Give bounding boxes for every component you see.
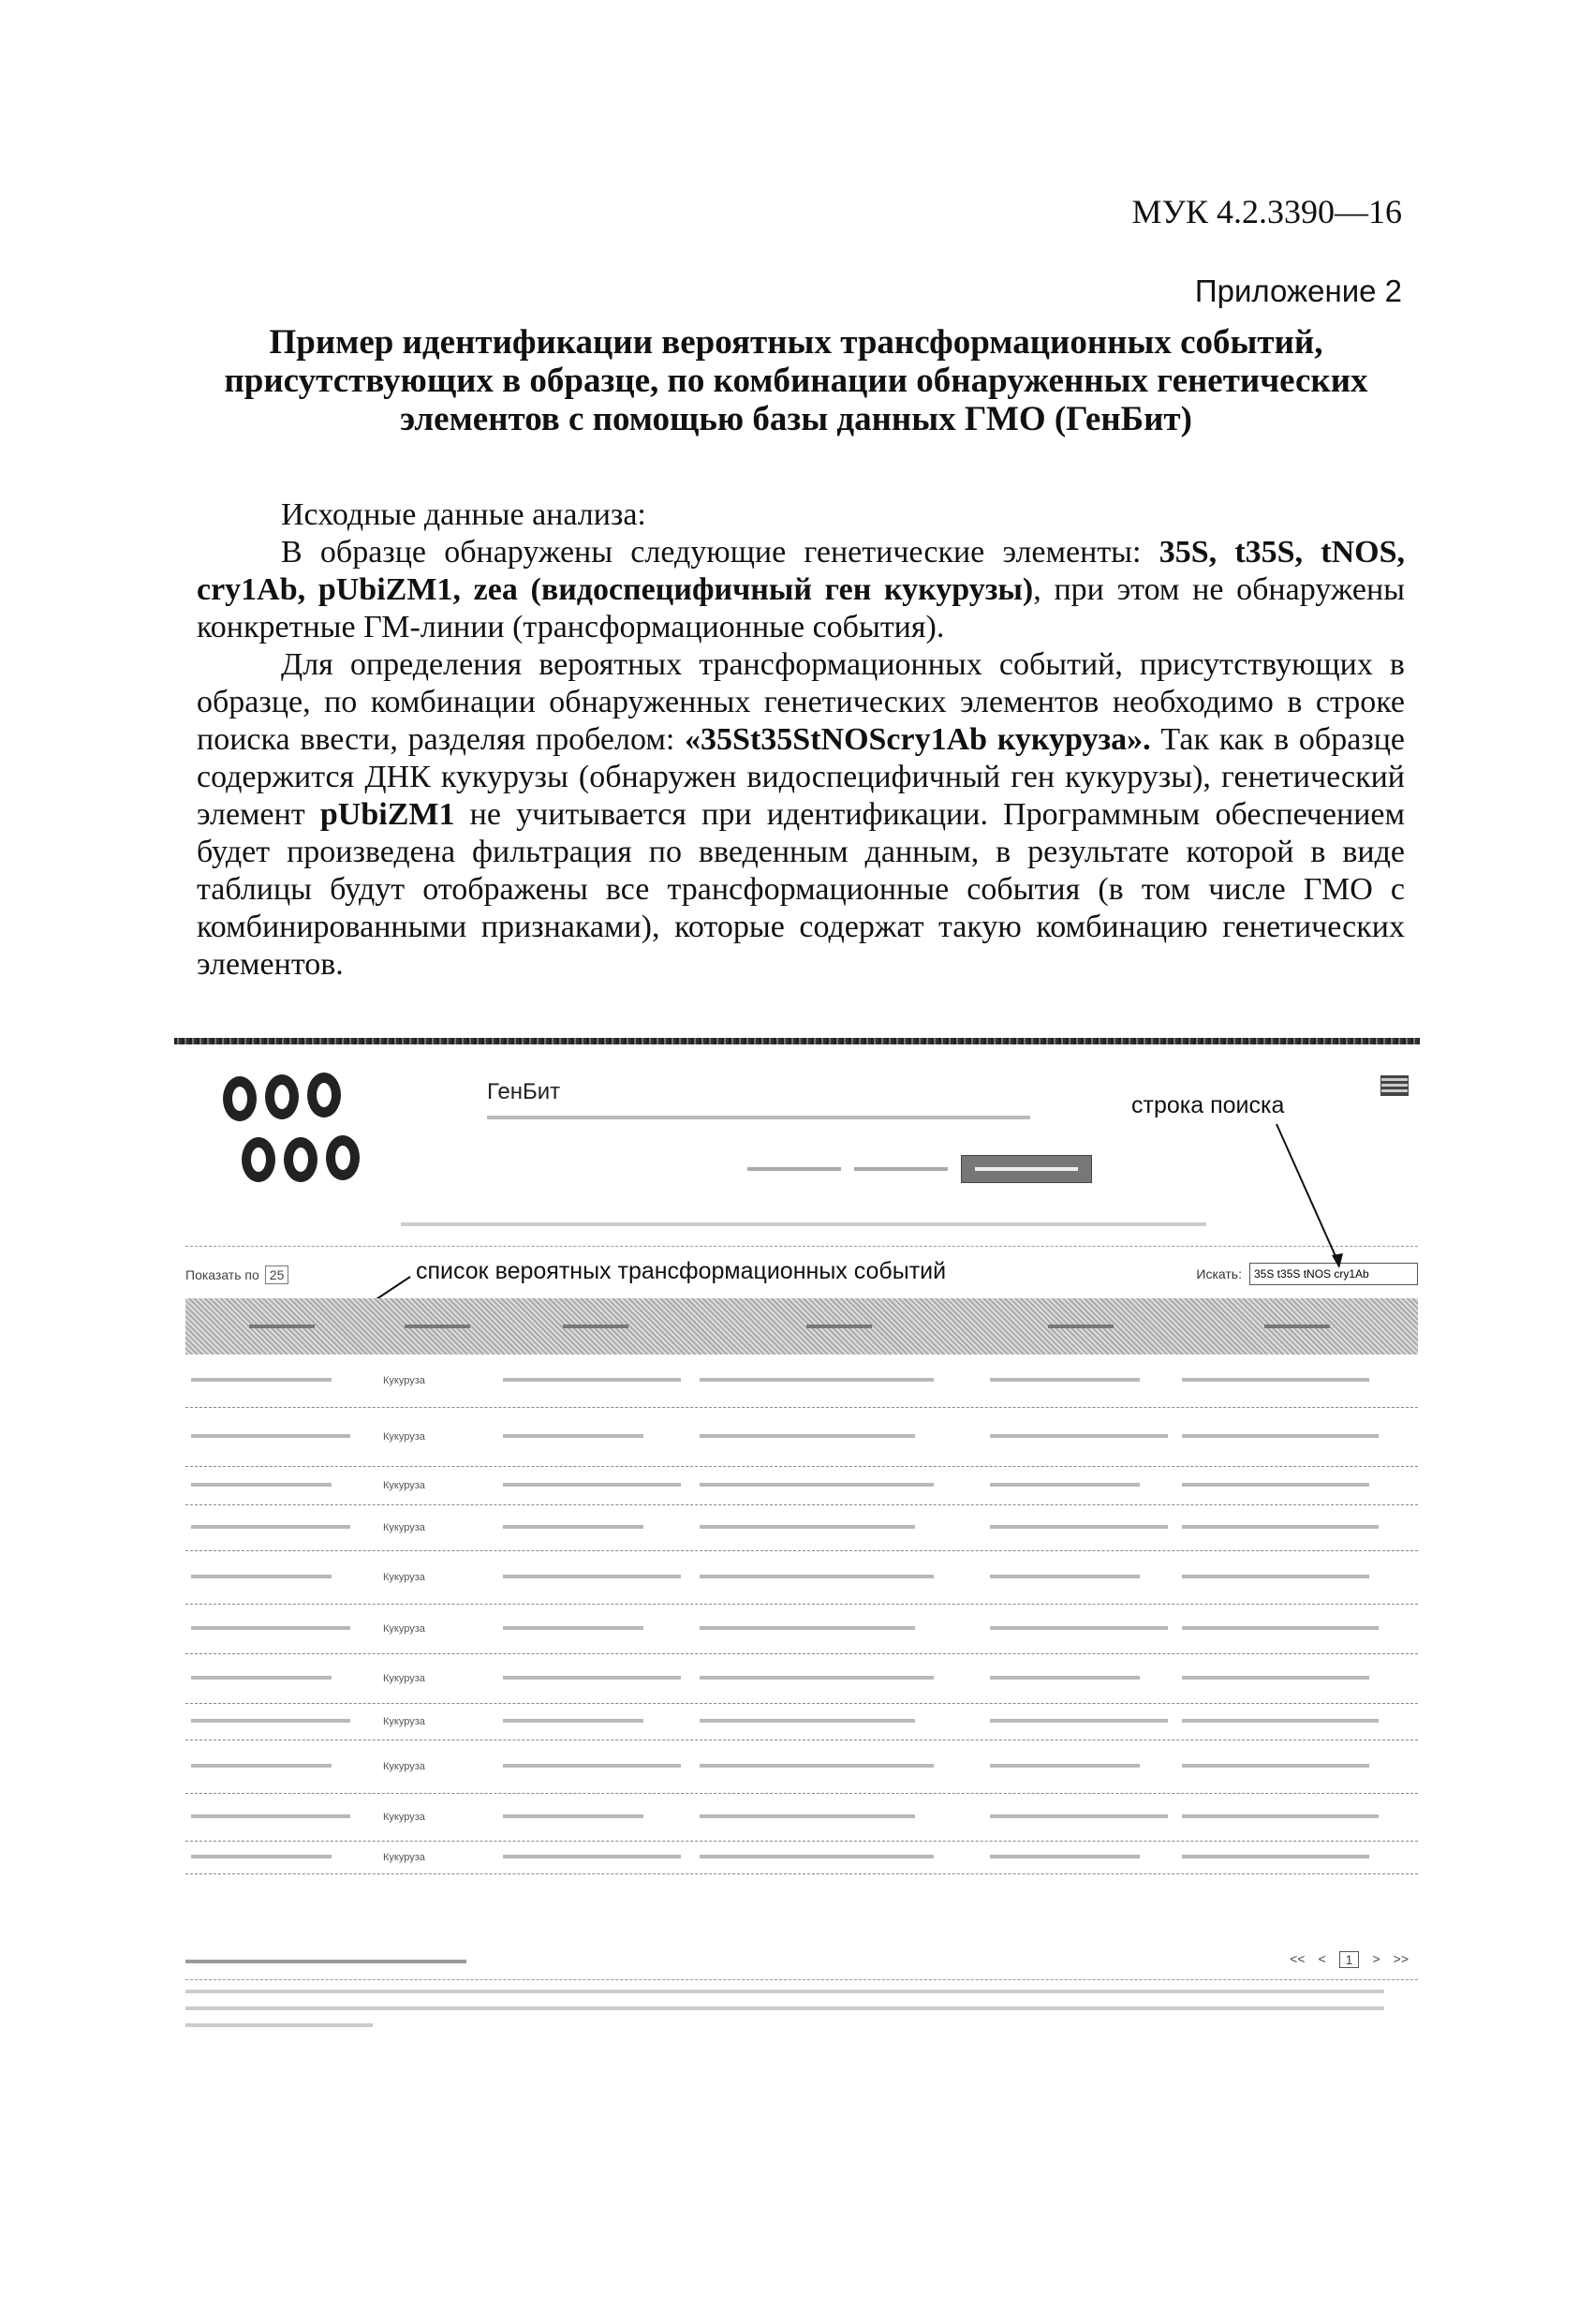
blurred-cell-text [1182,1717,1379,1724]
blurred-cell-text [503,1717,643,1724]
table-cell [185,1369,377,1394]
table-cell: Кукуруза [383,1811,425,1823]
table-cell [185,1710,377,1735]
table-row[interactable] [185,1794,1418,1842]
blurred-cell-text [1182,1853,1369,1860]
blurred-cell-text [990,1481,1140,1488]
table-row[interactable] [185,1842,1418,1874]
pager [1290,1951,1409,1968]
table-cell [694,1369,984,1394]
table-cell [497,1845,694,1871]
table-cell [984,1473,1176,1499]
document-title: Пример идентификации вероятных трансформационных событий, присутствующих в образце, по комбинации обнаруженных генетических элементов с помощью базы данных ГМО (ГенБит) [224,323,1368,438]
paragraph-1: Исходные данные анализа: [281,497,646,532]
blurred-cell-text [700,1853,934,1860]
language-flag-icon[interactable] [1380,1075,1409,1096]
table-cell: Кукуруза [383,1622,425,1635]
blurred-cell-text [990,1624,1168,1632]
blurred-cell-text [1182,1376,1369,1384]
blurred-cell-text [503,1674,681,1681]
search-label: Искать: [1196,1266,1242,1281]
col-head-3[interactable] [497,1298,694,1354]
document-code: МУК 4.2.3390—16 [1131,193,1402,230]
table-cell [694,1710,984,1735]
blurred-cell-text [990,1717,1168,1724]
events-table [185,1298,1418,1874]
top-action-button[interactable] [961,1155,1092,1183]
blurred-cell-text [1182,1573,1369,1580]
paragraph-3 [197,646,1405,984]
table-cell [1176,1473,1418,1499]
blurred-cell-text [191,1674,332,1681]
table-cell [185,1805,377,1830]
pager-next[interactable]: > [1372,1951,1380,1966]
table-cell: Кукуруза [383,1851,425,1863]
divider-bottom [185,1979,1418,1980]
blurred-cell-text [990,1853,1140,1860]
list-callout: список вероятных трансформационных событий [416,1258,947,1284]
table-cell: Кукуруза [383,1374,425,1386]
p3-mid: Так как в образце содержится ДНК кукурузы (обнаружен видоспецифичный ген кукурузы), генетический элемент [197,722,1405,832]
table-cell: Кукуруза [383,1479,425,1491]
table-cell [185,1473,377,1499]
blurred-cell-text [191,1432,350,1440]
table-cell [497,1425,694,1450]
table-row[interactable] [185,1354,1418,1408]
table-cell [1176,1805,1418,1830]
table-cell [984,1516,1176,1541]
table-cell [497,1617,694,1642]
table-cell: Кукуруза [383,1430,425,1443]
blurred-cell-text [1182,1432,1379,1440]
blurred-cell-text [503,1762,681,1769]
blurred-cell-text [503,1481,681,1488]
blurred-cell-text [700,1376,934,1384]
col-head-4[interactable] [694,1298,984,1354]
table-cell [497,1754,694,1780]
col-head-1[interactable] [185,1298,377,1354]
p3-query: «35St35StNOScry1Ab кукуруза». [685,722,1151,757]
table-row[interactable] [185,1740,1418,1794]
table-cell [984,1845,1176,1871]
table-cell [984,1617,1176,1642]
table-cell [185,1565,377,1591]
table-body [185,1354,1418,1874]
blurred-cell-text [1182,1481,1369,1488]
table-cell [497,1565,694,1591]
p2-elements: 35S, t35S, tNOS, cry1Ab, pUbiZM1, zea (видоспецифичный ген кукурузы) [197,535,1406,607]
blurred-cell-text [503,1813,643,1820]
table-cell [185,1516,377,1541]
table-cell [185,1666,377,1692]
blurred-cell-text [1182,1523,1379,1531]
table-cell: Кукуруза [383,1760,425,1772]
top-link-2[interactable] [854,1162,948,1177]
table-cell [984,1425,1176,1450]
table-row[interactable] [185,1551,1418,1605]
blurred-cell-text [1182,1762,1369,1769]
table-row[interactable] [185,1654,1418,1704]
blurred-cell-text [503,1432,643,1440]
p3-post: не учитывается при идентификации. Программным обеспечением будет произведена фильтрация по введенным данным, в результате которой в виде таблицы будут отображены все трансформационные события (в том числе ГМО с комбинированными признаками), которые содержат такую комбинацию генетических элементов. [197,797,1405,982]
blurred-cell-text [191,1481,332,1488]
search-callout: строка поиска [1131,1092,1285,1118]
divider-top [185,1246,1418,1247]
results-info [185,1954,466,1968]
app-name: ГенБит [487,1079,561,1104]
blurred-cell-text [700,1674,934,1681]
p2-pre: В образце обнаружены следующие генетические элементы: [281,535,1159,570]
p2-post: , при этом не обнаружены конкретные ГМ-линии (трансформационные события). [197,572,1405,644]
blurred-cell-text [990,1762,1140,1769]
blurred-cell-text [990,1573,1140,1580]
table-cell [1176,1617,1418,1642]
table-cell [1176,1754,1418,1780]
top-controls [747,1155,1092,1183]
blurred-cell-text [503,1523,643,1531]
blurred-cell-text [1182,1813,1379,1820]
pager-prev[interactable]: < [1318,1951,1326,1966]
blurred-cell-text [990,1674,1140,1681]
table-header [185,1298,1418,1354]
paragraph-2 [197,534,1405,646]
blurred-cell-text [503,1376,681,1384]
blurred-cell-text [700,1481,934,1488]
table-cell [1176,1845,1418,1871]
genbit-logo [212,1071,371,1192]
blurred-cell-text [503,1624,643,1632]
table-cell [497,1473,694,1499]
blurred-cell-text [700,1717,915,1724]
app-subtitle [487,1111,1030,1125]
table-cell [1176,1710,1418,1735]
table-cell [497,1516,694,1541]
table-cell [694,1516,984,1541]
blurred-cell-text [990,1523,1168,1531]
table-row[interactable] [185,1467,1418,1505]
blurred-cell-text [191,1717,350,1724]
blurred-cell-text [503,1573,681,1580]
length-select[interactable]: 25 [265,1266,289,1284]
table-cell: Кукуруза [383,1521,425,1533]
table-cell [984,1369,1176,1394]
table-cell [694,1617,984,1642]
table-row[interactable] [185,1704,1418,1740]
table-cell [984,1565,1176,1591]
table-cell [984,1710,1176,1735]
table-cell [1176,1425,1418,1450]
table-cell [185,1754,377,1780]
search-control [1196,1263,1418,1285]
col-head-5[interactable] [984,1298,1176,1354]
table-cell [1176,1565,1418,1591]
genbit-screenshot [185,1047,1418,2050]
table-row[interactable] [185,1605,1418,1654]
pager-first[interactable]: << [1290,1951,1306,1966]
blurred-cell-text [191,1813,350,1820]
blurred-cell-text [700,1573,934,1580]
table-row[interactable] [185,1505,1418,1551]
blurred-cell-text [990,1432,1168,1440]
blurred-cell-text [191,1853,332,1860]
blurred-cell-text [191,1523,350,1531]
top-link-1[interactable] [747,1162,841,1177]
table-cell [694,1754,984,1780]
blurred-cell-text [191,1376,332,1384]
table-cell [497,1805,694,1830]
p3-element: pUbiZM1 [319,797,455,832]
table-cell: Кукуруза [383,1715,425,1727]
table-cell [984,1754,1176,1780]
col-head-2[interactable] [377,1298,497,1354]
blurred-cell-text [990,1376,1140,1384]
pager-current[interactable]: 1 [1339,1951,1360,1968]
blurred-cell-text [700,1624,915,1632]
table-cell [185,1425,377,1450]
table-cell [694,1845,984,1871]
blurred-cell-text [191,1573,332,1580]
blurred-cell-text [1182,1624,1379,1632]
blurred-cell-text [700,1523,915,1531]
blurred-cell-text [990,1813,1168,1820]
table-cell [984,1805,1176,1830]
table-cell [694,1666,984,1692]
abbreviations-legend [185,1986,1403,2035]
search-input[interactable] [1249,1263,1418,1285]
blurred-cell-text [700,1813,915,1820]
table-cell [497,1666,694,1692]
table-cell [694,1805,984,1830]
table-cell [185,1617,377,1642]
col-head-6[interactable] [1176,1298,1418,1354]
blurred-cell-text [503,1853,681,1860]
body-text [197,496,1405,984]
appendix-label: Приложение 2 [1194,274,1402,308]
table-cell [497,1369,694,1394]
separator-line [174,1038,1420,1044]
table-row[interactable] [185,1408,1418,1467]
table-cell [694,1565,984,1591]
table-cell [1176,1516,1418,1541]
p3-pre: Для определения вероятных трансформационных событий, присутствующих в образце, по комбинации обнаруженных генетических элементов необходимо в строке поиска ввести, разделяя пробелом: [197,647,1405,757]
table-cell [694,1473,984,1499]
breadcrumb [401,1218,1206,1231]
table-cell [1176,1369,1418,1394]
length-label: Показать по [185,1267,259,1282]
blurred-cell-text [191,1762,332,1769]
table-cell: Кукуруза [383,1571,425,1583]
table-cell [694,1425,984,1450]
table-cell: Кукуруза [383,1672,425,1684]
table-cell [185,1845,377,1871]
blurred-cell-text [191,1624,350,1632]
length-control [185,1266,288,1284]
blurred-cell-text [1182,1674,1369,1681]
search-arrow [1277,1124,1339,1265]
table-cell [497,1710,694,1735]
table-cell [1176,1666,1418,1692]
blurred-cell-text [700,1762,934,1769]
pager-last[interactable]: >> [1393,1951,1409,1966]
blurred-cell-text [700,1432,915,1440]
table-cell [984,1666,1176,1692]
